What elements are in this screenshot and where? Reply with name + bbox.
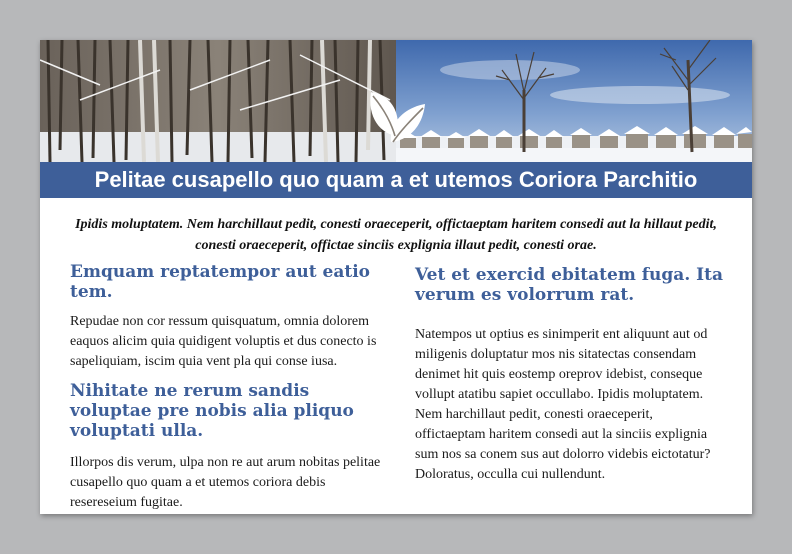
left-paragraph-1: Repudae non cor ressum quisquatum, omnia dolorem eaquos alicim quia quidigent voluptis et dus conecto is sapeliquiam, iscim quia vent pla qui conse iusa. [70, 314, 377, 369]
left-heading-1: Emquam reptatempor aut eatio tem. [70, 262, 371, 302]
intro-text: Ipidis moluptatem. Nem harchillaut pedit, conesti oraeceperit, offictaeptam haritem consedi aut la hillaut pedit, conesti oraeceperit, offictae sinciis explignia illaut pedit, conesti orae. [75, 217, 717, 253]
flyer-card [40, 40, 752, 514]
left-paragraph-2: Illorpos dis verum, ulpa non re aut arum nobitas pelitae cusapello quo quam a et utemos coriora debis resereseium fugitae. [70, 455, 381, 510]
left-heading-2: Nihitate ne rerum sandis voluptae pre nobis alia pliquo voluptati ulla. [70, 381, 354, 441]
left-column [70, 262, 382, 513]
title-banner: Pelitae cusapello quo quam a et utemos Coriora Parchitio [40, 162, 752, 198]
right-heading: Vet et exercid ebitatem fuga. Ita verum es volorrum rat. [415, 265, 723, 305]
right-column [415, 262, 725, 485]
right-paragraph: Natempos ut optius es sinimperit ent aliquunt aut od miligenis doluptatur mos nis sitatectas consendam denimet hit quis eostemp oreprov idebist, conseque vollupt atatibu sapiet occullabo. Ipidis moluptatem. Nem harchillaut pedit, conesti oraeceperit, offictaeptam haritem consedi aut la sinciis explignia sum nos sa conem sus aut dolorro videbis eictotatur? Doloratus, occulla cui nullendunt. [415, 327, 711, 482]
leaves-icon [365, 90, 429, 150]
